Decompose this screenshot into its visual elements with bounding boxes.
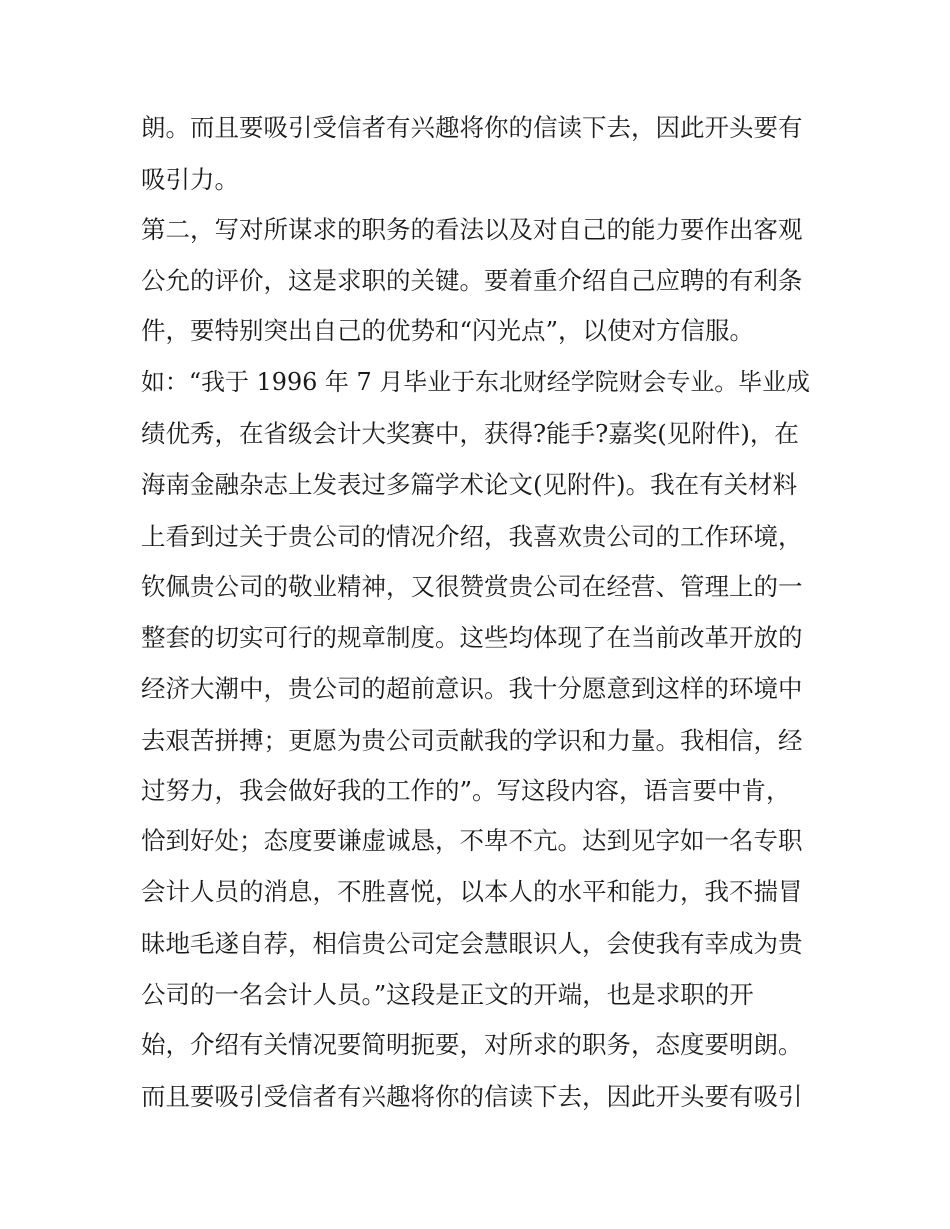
text-line: 绩优秀，在省级会计大奖赛中，获得?能手?嘉奖(见附件)，在: [141, 419, 799, 448]
text-line: 朗。而且要吸引受信者有兴趣将你的信读下去，因此开头要有: [141, 113, 803, 142]
text-line: 公司的一名会计人员。”这段是正文的开端，也是求职的开: [141, 980, 754, 1009]
text-line: 第二，写对所谋求的职务的看法以及对自己的能力要作出客观: [141, 215, 803, 244]
text-line: 恰到好处；态度要谦虚诚恳，不卑不亢。达到见字如一名专职: [141, 826, 803, 855]
text-line: 过努力，我会做好我的工作的”。写这段内容，语言要中肯，: [141, 776, 791, 805]
text-line: 经济大潮中，贵公司的超前意识。我十分愿意到这样的环境中: [141, 674, 803, 703]
text-line: 会计人员的消息，不胜喜悦，以本人的水平和能力，我不揣冒: [141, 877, 803, 906]
text-line: 公允的评价，这是求职的关键。要着重介绍自己应聘的有利条: [141, 266, 803, 295]
text-line: 钦佩贵公司的敬业精神，又很赞赏贵公司在经营、管理上的一: [141, 572, 803, 601]
text-line: 件，要特别突出自己的优势和“闪光点”，以使对方信服。: [141, 316, 755, 345]
text-line: 去艰苦拼搏；更愿为贵公司贡献我的学识和力量。我相信，经: [141, 726, 803, 755]
text-line: 而且要吸引受信者有兴趣将你的信读下去，因此开头要有吸引: [141, 1082, 803, 1111]
text-line: 始，介绍有关情况要简明扼要，对所求的职务，态度要明朗。: [141, 1030, 803, 1059]
text-line: 如：“我于 1996 年 7 月毕业于东北财经学院财会专业。毕业成: [141, 368, 810, 396]
text-line: 上看到过关于贵公司的情况介绍，我喜欢贵公司的工作环境，: [141, 522, 803, 551]
text-line: 海南金融杂志上发表过多篇学术论文(见附件)。我在有关材料: [141, 470, 798, 499]
text-line: 整套的切实可行的规章制度。这些均体现了在当前改革开放的: [141, 623, 803, 652]
text-line: 昧地毛遂自荐，相信贵公司定会慧眼识人，会使我有幸成为贵: [141, 929, 803, 958]
text-line: 吸引力。: [141, 165, 239, 194]
